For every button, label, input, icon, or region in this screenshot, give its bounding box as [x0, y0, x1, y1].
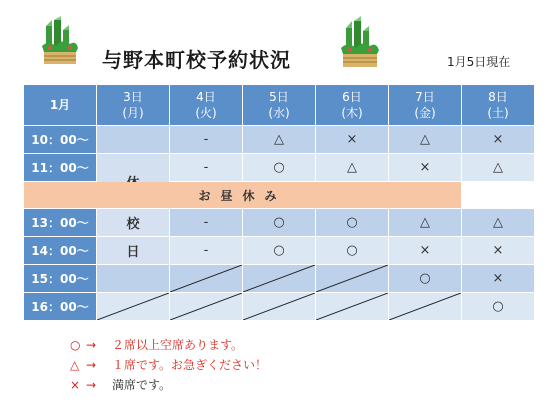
legend-text: ２席以上空席あります。	[112, 338, 244, 352]
legend-item	[70, 356, 267, 373]
table-cell	[97, 126, 170, 154]
page-title: 与野本町校予約状況	[102, 48, 291, 72]
unavailable-cell	[316, 293, 389, 321]
table-cell: ×	[462, 126, 535, 154]
column-date: 4日	[196, 90, 216, 104]
time-label: 13：00～	[24, 209, 97, 237]
arrow-icon: →	[86, 338, 97, 352]
column-header	[316, 85, 389, 126]
table-cell: △	[462, 209, 535, 237]
unavailable-cell	[97, 293, 170, 321]
closed-day-char: 校	[97, 209, 170, 237]
column-dow: (水)	[268, 106, 290, 120]
legend-symbol: ×	[70, 378, 81, 392]
column-dow: (月)	[122, 106, 144, 120]
table-cell: ○	[243, 209, 316, 237]
column-dow: (土)	[487, 106, 509, 120]
unavailable-cell	[243, 265, 316, 293]
column-header	[170, 85, 243, 126]
table-cell: ○	[316, 209, 389, 237]
table-header-row	[24, 85, 535, 126]
table-cell: ○	[243, 154, 316, 182]
table-cell: ×	[462, 237, 535, 265]
column-date: 5日	[269, 90, 289, 104]
column-dow: (火)	[195, 106, 217, 120]
column-date: 3日	[123, 90, 143, 104]
table-cell: ×	[316, 126, 389, 154]
reservation-table	[23, 84, 535, 321]
unavailable-cell	[389, 293, 462, 321]
column-header	[97, 85, 170, 126]
table-row	[24, 293, 535, 321]
table-row	[24, 265, 535, 293]
month-label: 1月	[24, 85, 97, 126]
unavailable-cell	[170, 293, 243, 321]
table-cell: ○	[462, 293, 535, 321]
table-cell: ×	[462, 265, 535, 293]
unavailable-cell	[316, 265, 389, 293]
unavailable-cell	[243, 293, 316, 321]
legend-text: 満席です。	[112, 378, 172, 392]
lunch-break-label: お昼休み	[24, 182, 462, 209]
table-row	[24, 237, 535, 265]
table-cell: ×	[389, 154, 462, 182]
legend-item	[70, 336, 243, 353]
time-label: 15：00～	[24, 265, 97, 293]
arrow-icon: →	[86, 378, 97, 392]
unavailable-cell	[170, 265, 243, 293]
column-date: 8日	[488, 90, 508, 104]
legend-text: １席です。お急ぎください！	[112, 358, 268, 372]
column-date: 6日	[342, 90, 362, 104]
kadomatsu-icon	[40, 16, 80, 68]
table-cell: -	[170, 126, 243, 154]
time-label: 14：00～	[24, 237, 97, 265]
time-label: 10：00～	[24, 126, 97, 154]
column-header	[243, 85, 316, 126]
table-row	[24, 126, 535, 154]
closed-day-char: 日	[97, 237, 170, 265]
table-row	[24, 209, 535, 237]
column-header	[462, 85, 535, 126]
column-dow: (金)	[414, 106, 436, 120]
table-cell: △	[389, 209, 462, 237]
column-date: 7日	[415, 90, 435, 104]
as-of-date: 1月5日現在	[447, 55, 511, 69]
legend-symbol: ○	[70, 338, 81, 352]
table-cell: -	[170, 237, 243, 265]
table-cell: -	[170, 209, 243, 237]
table-cell: △	[389, 126, 462, 154]
arrow-icon: →	[86, 358, 97, 372]
table-row	[24, 154, 535, 182]
table-cell: ×	[389, 237, 462, 265]
table-cell: ○	[389, 265, 462, 293]
table-cell: △	[316, 154, 389, 182]
table-cell: -	[170, 154, 243, 182]
column-header	[389, 85, 462, 126]
table-cell: ○	[316, 237, 389, 265]
kadomatsu-icon	[338, 16, 382, 70]
time-label: 11：00～	[24, 154, 97, 182]
table-cell: △	[462, 154, 535, 182]
legend-symbol: △	[70, 358, 80, 372]
lunch-row	[24, 182, 535, 209]
time-label: 16：00～	[24, 293, 97, 321]
legend-item	[70, 376, 171, 393]
table-cell	[97, 265, 170, 293]
column-dow: (木)	[341, 106, 363, 120]
table-cell: △	[243, 126, 316, 154]
table-cell: ○	[243, 237, 316, 265]
